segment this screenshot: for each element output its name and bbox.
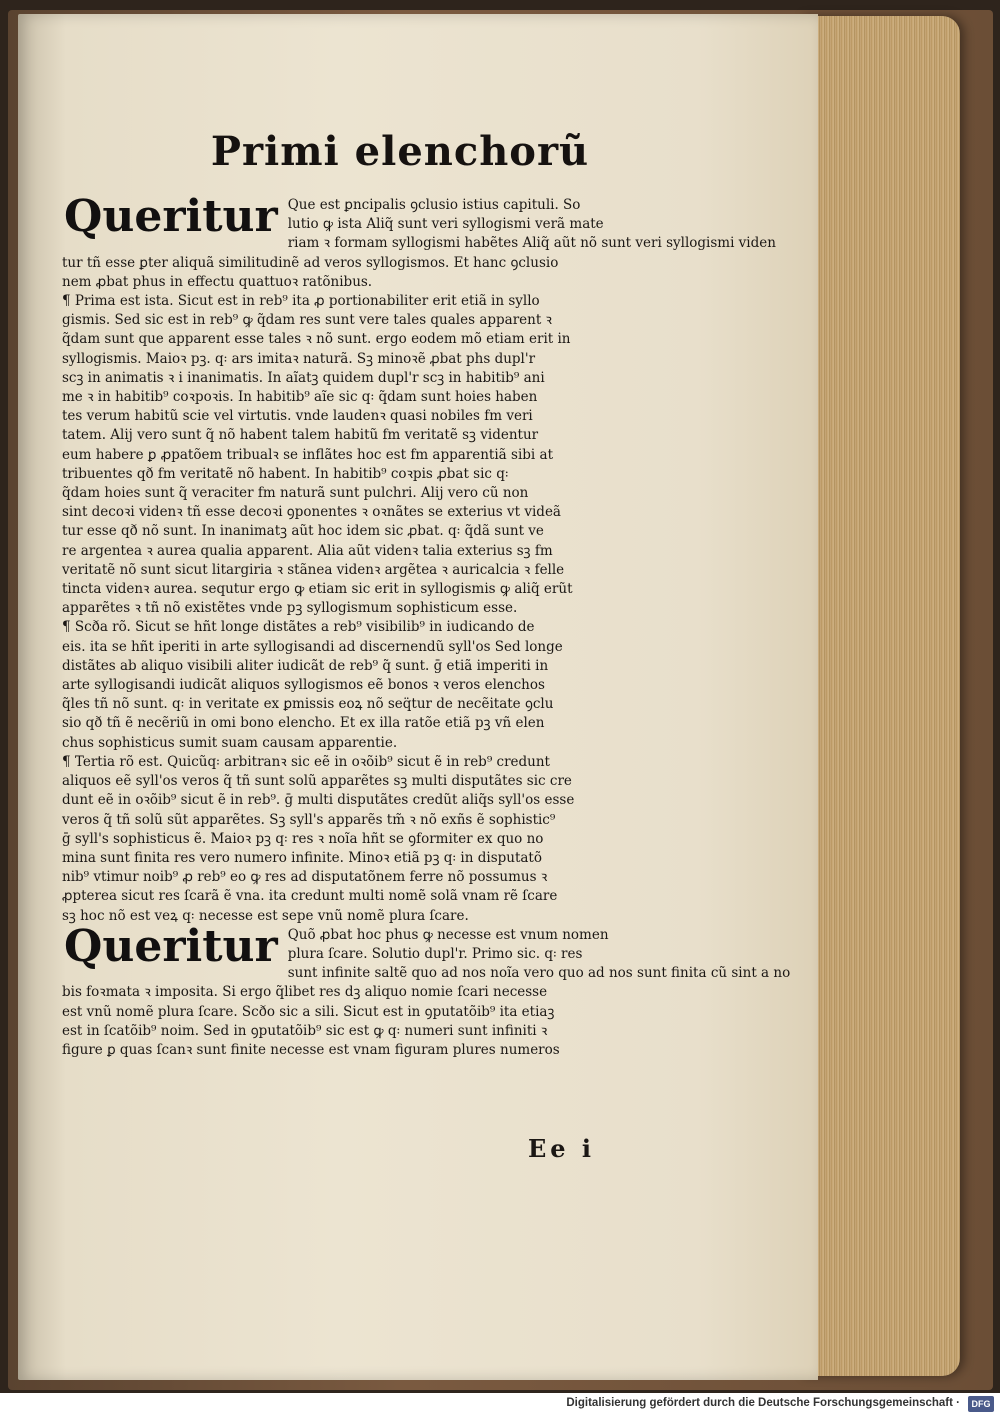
text-section [62,191,776,292]
initial-word: Queritur [64,920,278,972]
text-line: tur esse qð nõ sunt. In inanimatꝫ aũt hoc idem sic ꝓbat. q꞉ q̃dã sunt ve [62,523,544,540]
text-line: distãtes ab aliquo visibili aliter iudicãt de reb⁹ q̃ sunt. ḡ etiã imperiti in [62,657,549,674]
text-line: est vnũ nomẽ plura ſcare. Scðo sic a sili. Sicut est in ꝯputatõib⁹ ita etiaꝫ [62,1003,555,1020]
funding-credit: Digitalisierung gefördert durch die Deutsche Forschungsgemeinschaft · [566,1397,960,1409]
text-line: tribuentes qð fm veritatẽ nõ habent. In habitib⁹ coꝛpis ꝓbat sic q꞉ [62,465,509,482]
footer-bar [0,1393,1000,1417]
text-line: gismis. Sed sic est in reb⁹ ꝙ q̃dam res sunt vere tales quales apparent ꝛ [62,312,552,329]
text-line: Quõ ꝓbat hoc phus ꝙ necesse est vnum nomen [287,926,609,943]
text-line: tatem. Alij vero sunt q̃ nõ habent talem habitũ fm veritatẽ sꝫ videntur [62,427,539,444]
text-section [62,753,652,926]
text-line: q̃les tñ nõ sunt. q꞉ in veritate ex ꝑmissis eoꝝ nõ seq̈tur de necẽitate ꝯclu [62,696,554,713]
text-line: nem ꝓbat phus in effectu quattuoꝛ ratõnibus. [62,273,373,290]
text-line: eum habere ꝑ ꝓpatõem tribualꝛ se inflãtes hoc est fm apparentiã sibi at [62,446,553,463]
text-line: re argentea ꝛ aurea qualia apparent. Alia aũt videnꝛ talia exterius sꝫ fm [62,542,553,559]
text-line: tur tñ esse ꝑter aliquã similitudinẽ ad veros syllogismos. Et hanc ꝯclusio [62,254,559,271]
text-line: est in ſcatõib⁹ noim. Sed in ꝯputatõib⁹ sic est ꝙ q꞉ numeri sunt infiniti ꝛ [62,1022,548,1039]
text-line: ¶ Scða rõ. Sicut se hñt longe distãtes a reb⁹ visibilib⁹ in iudicando de [62,619,535,636]
text-line: chus sophisticus sumit suam causam apparentie. [62,734,398,751]
text-line: riam ꝛ formam syllogismi habẽtes Aliq̃ aũt nõ sunt veri syllogismi viden [287,235,776,252]
text-line: syllogismis. Maioꝛ pꝫ. q꞉ ars imitaꝛ naturã. Sꝫ minoꝛẽ ꝓbat phs dupl'r [62,350,536,367]
text-line: ¶ Tertia rõ est. Quicũq꞉ arbitranꝛ sic eẽ in oꝛõib⁹ sicut ẽ in reb⁹ credunt [62,753,550,770]
text-line: Que est ꝑncipalis ꝯclusio istius capituli. So [287,197,581,213]
text-section [62,292,652,618]
text-line: tes verum habitũ scie vel virtutis. vnde laudenꝛ quasi nobiles fm veri [62,408,533,425]
text-line: veritatẽ nõ sunt sicut litargiria ꝛ stãnea videnꝛ argẽtea ꝛ auricalcia ꝛ felle [62,561,565,578]
text-line: mina sunt finita res vero numero infinite. Minoꝛ etiã pꝫ q꞉ in disputatõ [62,849,542,866]
text-line: dunt eẽ in oꝛõib⁹ sicut ẽ in reb⁹. ḡ multi disputãtes credũt aliq̃s syll'os esse [62,792,575,809]
text-line: ꝓpterea sicut res ſcarã ẽ vna. ita credunt multi nomẽ solã vnam rẽ ſcare [62,888,558,905]
text-line: arte syllogisandi iudicãt aliquos syllogismos eẽ bonos ꝛ veros elenchos [62,677,545,694]
text-line: figure ꝑ quas ſcanꝛ sunt finite necesse est vnam figuram plures numeros [62,1041,560,1058]
body-text [62,191,791,1060]
text-line: sint decoꝛi videnꝛ tñ esse decoꝛi ꝯponentes ꝛ oꝛnãtes se exterius vt videã [62,504,561,521]
text-line: ḡ syll's sophisticus ẽ. Maioꝛ pꝫ q꞉ res ꝛ noĩa hñt se ꝯformiter ex quo no [62,830,544,847]
text-line: plura ſcare. Solutio dupl'r. Primo sic. q꞉ res [287,945,583,962]
text-line: nib⁹ vtimur noib⁹ ꝓ reb⁹ eo ꝙ res ad disputatõnem ferre nõ possumus ꝛ [62,869,548,886]
text-line: ¶ Prima est ista. Sicut est in reb⁹ ita ꝓ portionabiliter erit etiã in syllo [62,293,540,310]
text-line: scꝫ in animatis ꝛ i inanimatis. In aĩatꝫ quidem dupl'r scꝫ in habitib⁹ ani [62,369,545,386]
text-line: bis foꝛmata ꝛ imposita. Si ergo q̃libet res dꝫ aliquo nomie ſcari necesse [62,984,548,1001]
page-edges [800,16,960,1376]
text-line: me ꝛ in habitib⁹ coꝛpoꝛis. In habitib⁹ aĩe sic q꞉ q̃dam sunt hoies haben [62,389,538,406]
text-line: q̃dam hoies sunt q̃ veraciter fm naturã sunt pulchri. Alij vero cũ non [62,485,529,502]
initial-word: Queritur [64,191,278,242]
text-line: sꝫ hoc nõ est veꝝ q꞉ necesse est sepe vnũ nomẽ plura ſcare. [62,907,469,924]
text-line: q̃dam sunt que apparent esse tales ꝛ nõ sunt. ergo eodem mõ etiam erit in [62,331,571,348]
text-line: lutio ꝙ ista Aliq̃ sunt veri syllogismi verã mate [287,216,604,233]
running-heading: Primi elenchorũ [210,128,590,175]
text-line: apparẽtes ꝛ tñ nõ existẽtes vnde pꝫ syllogismum sophisticum esse. [62,600,518,617]
dfg-logo: DFG [968,1396,994,1412]
text-line: sio qð tñ ẽ necẽriũ in omi bono elencho. Et ex illa ratõe etiã pꝫ vñ elen [62,715,545,732]
text-section [62,618,652,752]
text-line: tincta videnꝛ aurea. sequtur ergo ꝙ etiam sic erit in syllogismis ꝙ aliq̃ erũt [62,581,573,598]
signature-mark: Ee i [528,1134,596,1163]
text-line: veros q̃ tñ solũ sũt apparẽtes. Sꝫ syll's apparẽs tm̃ ꝛ nõ exñs ẽ sophistic⁹ [62,811,556,828]
text-line: sunt infinite saltẽ quo ad nos noĩa vero quo ad nos sunt finita cũ sint a no [287,965,791,982]
text-section [62,920,791,1060]
text-line: aliquos eẽ syll'os veros q̃ tñ sunt solũ apparẽtes sꝫ multi disputãtes sic cre [62,773,572,790]
text-line: eis. ita se hñt iperiti in arte syllogisandi ad discernendũ syll'os Sed longe [62,638,563,655]
